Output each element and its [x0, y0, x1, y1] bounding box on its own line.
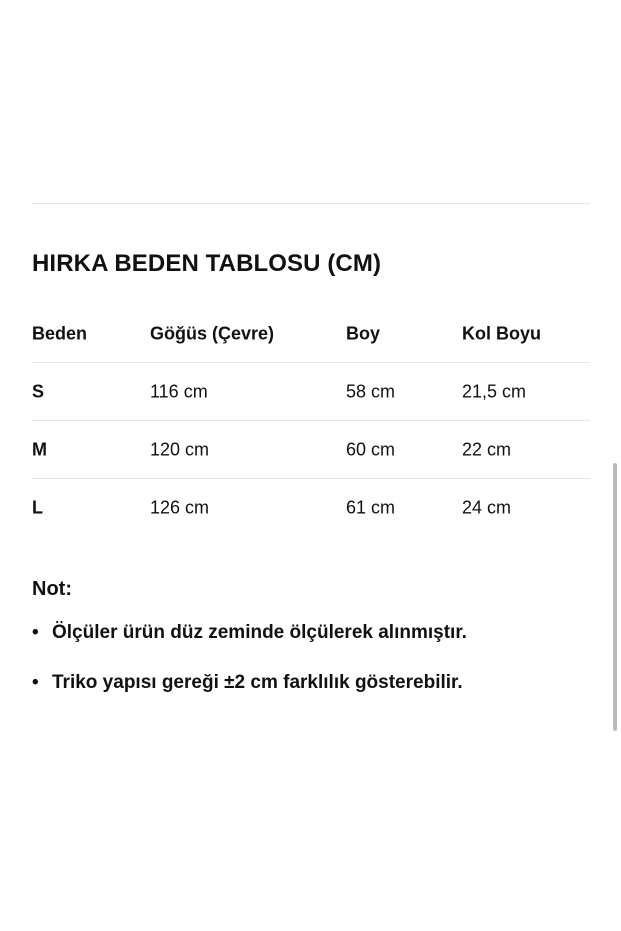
cell-gogus: 126 cm: [150, 497, 210, 517]
cell-size: S: [32, 381, 45, 401]
cell-kol-boyu: 21,5 cm: [462, 381, 527, 401]
note-text: Triko yapısı gereği ±2 cm farklılık gösterebilir.: [52, 672, 463, 693]
page-title: HIRKA BEDEN TABLOSU (CM): [32, 250, 382, 277]
header-beden: Beden: [32, 323, 88, 343]
table-row: [32, 421, 590, 479]
cell-size: M: [32, 439, 47, 459]
size-table: [32, 305, 590, 536]
table-header-row: [32, 305, 590, 363]
header-gogus: Göğüs (Çevre): [150, 323, 275, 343]
header-kol-boyu: Kol Boyu: [462, 323, 541, 343]
header-boy: Boy: [346, 323, 381, 343]
cell-kol-boyu: 22 cm: [462, 439, 512, 459]
cell-gogus: 120 cm: [150, 439, 210, 459]
cell-boy: 60 cm: [346, 439, 396, 459]
cell-size: L: [32, 497, 43, 517]
bullet-icon: •: [32, 622, 39, 643]
top-divider: [32, 203, 590, 204]
table-row: [32, 479, 590, 536]
note-text: Ölçüler ürün düz zeminde ölçülerek alınmıştır.: [52, 622, 467, 643]
cell-gogus: 116 cm: [150, 381, 208, 401]
notes-title: Not:: [32, 578, 72, 600]
cell-boy: 58 cm: [346, 381, 396, 401]
table-row: [32, 363, 590, 421]
cell-boy: 61 cm: [346, 497, 396, 517]
scrollbar[interactable]: [613, 463, 617, 731]
cell-kol-boyu: 24 cm: [462, 497, 512, 517]
bullet-icon: •: [32, 672, 39, 693]
